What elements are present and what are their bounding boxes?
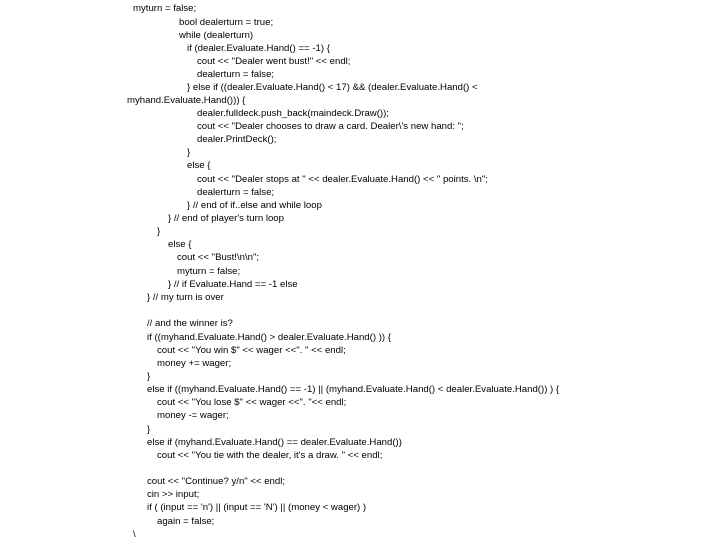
code-line: } // end of if..else and while loop	[187, 200, 322, 211]
code-line: cout << "You lose $" << wager <<". "<< endl;	[157, 397, 347, 408]
code-line: myhand.Evaluate.Hand())) {	[127, 95, 246, 106]
code-line: else {	[187, 160, 211, 171]
code-line: cout << "Continue? y/n" << endl;	[147, 476, 286, 487]
code-line: bool dealerturn = true;	[179, 17, 274, 28]
code-line: else {	[168, 239, 192, 250]
code-line: cout << "Dealer went bust!" << endl;	[197, 56, 351, 67]
code-line: dealerturn = false;	[197, 187, 275, 198]
code-line: cout << "Dealer chooses to draw a card. Dealer\'s new hand: ";	[197, 121, 464, 132]
code-line: myturn = false;	[177, 266, 241, 277]
code-line: if ((myhand.Evaluate.Hand() > dealer.Evaluate.Hand() )) {	[147, 332, 391, 343]
code-line: if (dealer.Evaluate.Hand() == -1) {	[187, 43, 330, 54]
code-line: dealerturn = false;	[197, 69, 275, 80]
code-line: else if ((myhand.Evaluate.Hand() == -1) || (myhand.Evaluate.Hand() < dealer.Evaluate.Hand()) ) {	[147, 384, 560, 395]
code-line: }	[187, 147, 191, 158]
code-line: }	[147, 371, 151, 382]
code-line: money -= wager;	[157, 410, 229, 421]
code-line: cin >> input;	[147, 489, 200, 500]
code-line: while (dealerturn)	[179, 30, 254, 41]
code-line: cout << "Dealer stops at " << dealer.Evaluate.Hand() << " points. \n";	[197, 174, 488, 185]
code-line: dealer.PrintDeck();	[197, 134, 277, 145]
code-line: dealer.fulldeck.push_back(maindeck.Draw());	[197, 108, 389, 119]
code-line: cout << "You win $" << wager <<". " << endl;	[157, 345, 346, 356]
code-line: } // end of player's turn loop	[168, 213, 284, 224]
code-line: // and the winner is?	[147, 318, 233, 329]
code-line: myturn = false;	[133, 3, 197, 14]
code-line: cout << "Bust!\n\n";	[177, 252, 260, 263]
code-line: } // if Evaluate.Hand == -1 else	[168, 279, 298, 290]
code-line: again = false;	[157, 516, 215, 527]
code-line: if ( (input == 'n') || (input == 'N') || (money < wager) )	[147, 502, 367, 513]
code-line: else if (myhand.Evaluate.Hand() == dealer.Evaluate.Hand())	[147, 437, 402, 448]
code-line: \	[133, 529, 136, 540]
code-line: } else if ((dealer.Evaluate.Hand() < 17) && (dealer.Evaluate.Hand() <	[187, 82, 478, 93]
code-line: money += wager;	[157, 358, 232, 369]
code-line: }	[147, 424, 151, 435]
code-line: cout << "You tie with the dealer, it's a draw. " << endl;	[157, 450, 383, 461]
code-line: } // my turn is over	[147, 292, 224, 303]
code-line: }	[157, 226, 161, 237]
